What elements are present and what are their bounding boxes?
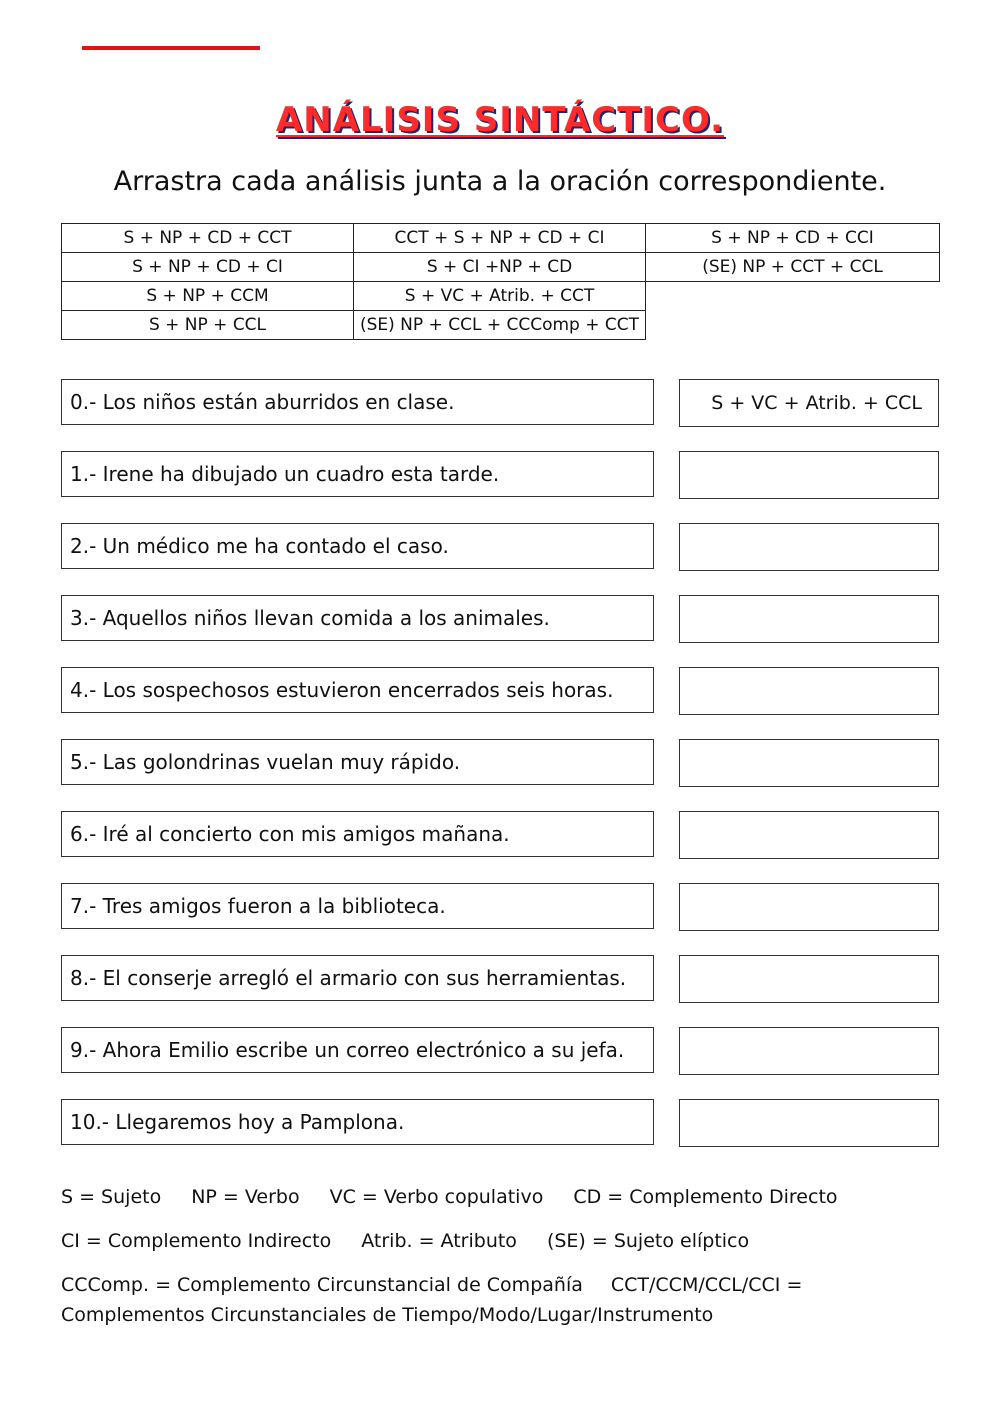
exercise-row	[0, 955, 1000, 1003]
answer-drop-zone[interactable]	[679, 811, 939, 859]
legend-entry: NP = Verbo	[191, 1186, 300, 1208]
legend-entry: CCComp. = Complemento Circunstancial de Compañía	[61, 1274, 583, 1296]
legend-line	[61, 1226, 941, 1256]
sentence-text: 6.- Iré al concierto con mis amigos mañana.	[61, 811, 654, 857]
exercise-row	[0, 595, 1000, 643]
sentence-text: 3.- Aquellos niños llevan comida a los animales.	[61, 595, 654, 641]
exercise-row	[0, 451, 1000, 499]
legend-entry: CD = Complemento Directo	[573, 1186, 838, 1208]
answer-option[interactable]: (SE) NP + CCT + CCL	[645, 252, 940, 282]
sentence-text: 4.- Los sospechosos estuvieron encerrados seis horas.	[61, 667, 654, 713]
answer-drop-zone[interactable]	[679, 1099, 939, 1147]
sentence-text: 1.- Irene ha dibujado un cuadro esta tarde.	[61, 451, 654, 497]
answer-option[interactable]: S + NP + CCM	[61, 281, 354, 311]
sentence-text: 8.- El conserje arregló el armario con sus herramientas.	[61, 955, 654, 1001]
answer-option[interactable]: CCT + S + NP + CD + CI	[353, 223, 646, 253]
legend-entry: S = Sujeto	[61, 1186, 162, 1208]
answer-drop-zone[interactable]	[679, 739, 939, 787]
exercise-row	[0, 739, 1000, 787]
answer-option[interactable]: S + NP + CD + CCT	[61, 223, 354, 253]
sentence-text: 10.- Llegaremos hoy a Pamplona.	[61, 1099, 654, 1145]
answer-drop-zone[interactable]	[679, 595, 939, 643]
sentence-text: 7.- Tres amigos fueron a la biblioteca.	[61, 883, 654, 929]
answer-drop-zone[interactable]	[679, 883, 939, 931]
answer-option[interactable]: S + NP + CCL	[61, 310, 354, 340]
answer-drop-zone[interactable]: S + VC + Atrib. + CCL	[679, 379, 939, 427]
exercise-row	[0, 883, 1000, 931]
legend-entry: VC = Verbo copulativo	[329, 1186, 544, 1208]
answer-drop-zone[interactable]	[679, 955, 939, 1003]
answer-drop-zone[interactable]	[679, 667, 939, 715]
abbreviation-legend	[61, 1182, 941, 1330]
legend-line	[61, 1182, 941, 1212]
sentence-text: 2.- Un médico me ha contado el caso.	[61, 523, 654, 569]
page-title: ANÁLISIS SINTÁCTICO.	[275, 100, 725, 140]
answer-options-grid	[61, 223, 939, 339]
answer-drop-zone[interactable]	[679, 1027, 939, 1075]
instruction-text: Arrastra cada análisis junta a la oración correspondiente.	[113, 166, 887, 197]
decorative-red-line	[82, 46, 260, 50]
exercise-row	[0, 523, 1000, 571]
legend-entry: Atrib. = Atributo	[361, 1230, 517, 1252]
legend-entry: CCT/CCM/CCL/CCI = Complementos Circunstanciales de Tiempo/Modo/Lugar/Instrumento	[61, 1274, 803, 1326]
answer-drop-zone[interactable]	[679, 523, 939, 571]
legend-entry: CI = Complemento Indirecto	[61, 1230, 332, 1252]
exercise-row	[0, 379, 1000, 427]
exercise-row	[0, 1027, 1000, 1075]
answer-drop-zone[interactable]	[679, 451, 939, 499]
exercise-row	[0, 811, 1000, 859]
exercise-row	[0, 1099, 1000, 1147]
sentence-text: 9.- Ahora Emilio escribe un correo electrónico a su jefa.	[61, 1027, 654, 1073]
exercise-row	[0, 667, 1000, 715]
answer-option[interactable]: (SE) NP + CCL + CCComp + CCT	[353, 310, 646, 340]
answer-option[interactable]: S + VC + Atrib. + CCT	[353, 281, 646, 311]
answer-option[interactable]: S + NP + CD + CCI	[645, 223, 940, 253]
legend-line	[61, 1270, 941, 1330]
answer-option[interactable]: S + CI +NP + CD	[353, 252, 646, 282]
legend-entry: (SE) = Sujeto elíptico	[546, 1230, 750, 1252]
sentence-text: 5.- Las golondrinas vuelan muy rápido.	[61, 739, 654, 785]
answer-option[interactable]: S + NP + CD + CI	[61, 252, 354, 282]
sentence-text: 0.- Los niños están aburridos en clase.	[61, 379, 654, 425]
